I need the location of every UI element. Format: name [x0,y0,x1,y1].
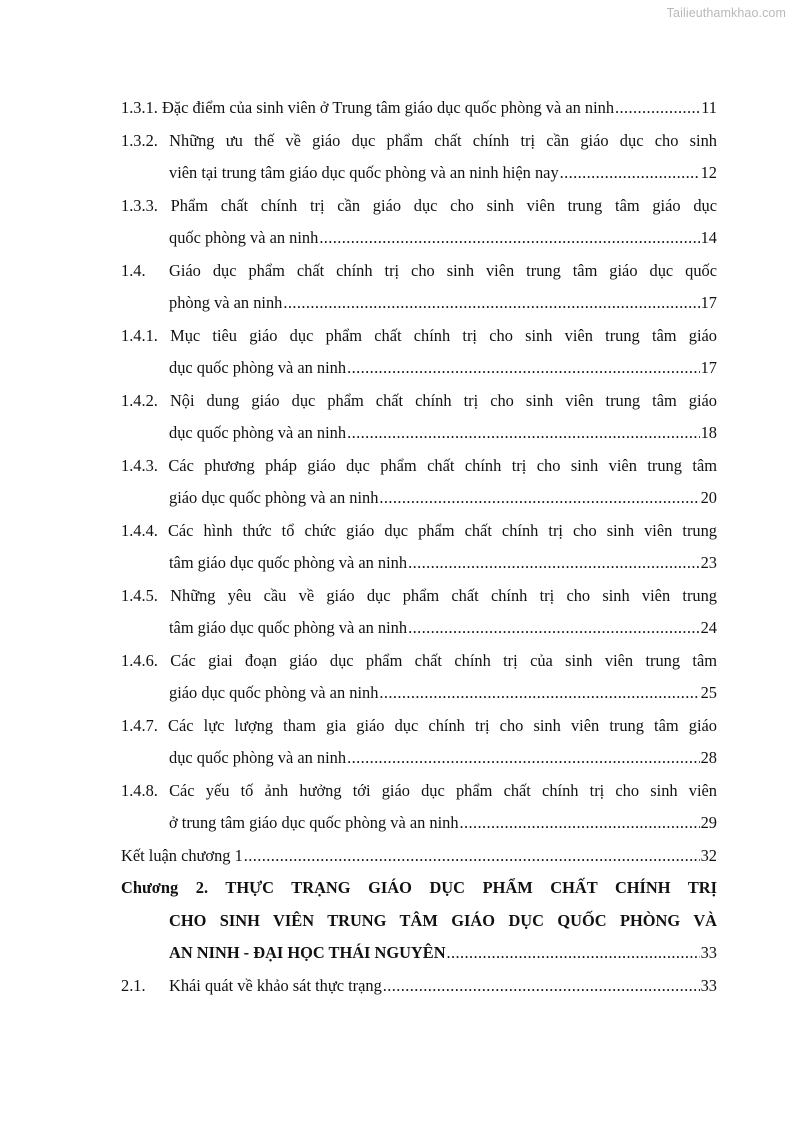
leader-dots [383,970,700,1003]
toc-title-line2: tâm giáo dục quốc phòng và an ninh [169,553,408,572]
leader-dots [408,547,700,580]
leader-dots [319,222,699,255]
toc-page-number: 24 [700,618,717,637]
toc-page-number: 14 [700,228,717,247]
leader-dots [283,287,699,320]
toc-title: Phẩm chất chính trị cần giáo dục cho sinh viên trung tâm giáo dục [170,195,717,215]
toc-entry-1-4[interactable] [121,255,717,320]
toc-title: Giáo dục phẩm chất chính trị cho sinh viên trung tâm giáo dục quốc [169,260,717,280]
toc-page-number: 23 [700,553,717,572]
toc-number: 1.4.7. [121,715,158,735]
toc-title-line1 [121,775,717,808]
toc-title: Đặc điểm của sinh viên ở Trung tâm giáo dục quốc phòng và an ninh [162,98,615,117]
chapter-title-line2: CHO SINH VIÊN TRUNG TÂM GIÁO DỤC QUỐC PHÒNG VÀ [169,910,717,930]
toc-title-line1 [121,320,717,353]
leader-dots [615,92,700,125]
toc-entry-1-4-7[interactable] [121,710,717,775]
toc-number: 1.4.6. [121,650,158,670]
toc-title: Những yêu cầu về giáo dục phẩm chất chính trị cho sinh viên trung [170,585,718,605]
toc-number: 1.4.8. [121,780,158,800]
toc-page-number: 33 [700,975,717,995]
toc-title-line2: ở trung tâm giáo dục quốc phòng và an ninh [169,813,459,832]
toc-number: 2.1. [121,975,146,995]
toc-title: Các giai đoạn giáo dục phẩm chất chính trị của sinh viên trung tâm [170,650,717,670]
toc-page-number: 11 [701,98,717,117]
toc-entry-1-3-1[interactable] [121,92,717,125]
toc-title-line1 [121,580,717,613]
table-of-contents [121,92,717,1002]
toc-page-number: 17 [700,293,717,312]
toc-number: 1.3.2. [121,130,158,150]
toc-entry-1-4-5[interactable] [121,580,717,645]
toc-entry-2-1[interactable] [121,970,717,1003]
toc-title: Các yếu tố ảnh hưởng tới giáo dục phẩm chất chính trị cho sinh viên [169,780,717,800]
toc-title: Các phương pháp giáo dục phẩm chất chính trị cho sinh viên trung tâm [168,455,717,475]
toc-title-line2: dục quốc phòng và an ninh [169,748,347,767]
toc-title: Khái quát về khảo sát thực trạng [169,975,382,995]
toc-number: 1.4.3. [121,455,158,475]
toc-title-line2: quốc phòng và an ninh [169,228,319,247]
toc-title-line2: viên tại trung tâm giáo dục quốc phòng và an ninh hiện nay [169,163,559,182]
toc-title-line1 [121,450,717,483]
leader-dots [347,352,700,385]
toc-title-line2: giáo dục quốc phòng và an ninh [169,683,379,702]
watermark: Tailieuthamkhao.com [666,6,786,20]
toc-page-number: 20 [700,488,717,507]
toc-number: 1.4.1. [121,325,158,345]
toc-page-number: 28 [700,748,717,767]
toc-page-number: 18 [700,423,717,442]
leader-dots [244,840,700,873]
toc-title-line1 [121,385,717,418]
leader-dots [447,937,700,970]
leader-dots [408,612,700,645]
toc-entry-1-4-8[interactable] [121,775,717,840]
toc-entry-1-4-1[interactable] [121,320,717,385]
toc-number: 1.3.3. [121,195,158,215]
toc-title: Nội dung giáo dục phẩm chất chính trị cho sinh viên trung tâm giáo [169,390,717,410]
leader-dots [460,807,700,840]
toc-entry-conclusion-chapter-1[interactable] [121,840,717,873]
toc-entry-1-4-6[interactable] [121,645,717,710]
toc-number: 1.3.1. [121,98,158,117]
toc-title-line1 [121,645,717,678]
toc-number: 1.4.5. [121,585,158,605]
toc-title-line1 [121,515,717,548]
toc-title: Kết luận chương 1 [121,845,243,865]
leader-dots [347,417,700,450]
toc-title: Những ưu thế về giáo dục phẩm chất chính trị cần giáo dục cho sinh [169,130,717,150]
toc-number: 1.4.4. [121,520,158,540]
toc-title-line2: giáo dục quốc phòng và an ninh [169,488,379,507]
toc-page-number: 33 [700,943,717,962]
toc-title-line1 [121,125,717,158]
leader-dots [379,677,699,710]
toc-number: 1.4.2. [121,390,158,410]
toc-entry-1-4-2[interactable] [121,385,717,450]
toc-title: Mục tiêu giáo dục phẩm chất chính trị cho sinh viên trung tâm giáo [170,325,717,345]
toc-title-line2: dục quốc phòng và an ninh [169,423,347,442]
toc-page-number: 32 [700,845,717,865]
toc-entry-1-4-4[interactable] [121,515,717,580]
toc-page-number: 12 [700,163,717,182]
toc-title: Các lực lượng tham gia giáo dục chính trị cho sinh viên trung tâm giáo [168,715,717,735]
chapter-title-line1: Chương 2. THỰC TRẠNG GIÁO DỤC PHẨM CHẤT CHÍNH TRỊ [121,878,717,897]
toc-number: 1.4. [121,260,146,280]
toc-page-number: 25 [700,683,717,702]
toc-entry-chapter-2[interactable] [121,872,717,970]
toc-entry-1-3-2[interactable] [121,125,717,190]
toc-page-number: 17 [700,358,717,377]
toc-page-number: 29 [700,813,717,832]
leader-dots [347,742,700,775]
toc-title-line2: dục quốc phòng và an ninh [169,358,347,377]
toc-title-line1 [121,190,717,223]
toc-title-line2: tâm giáo dục quốc phòng và an ninh [169,618,408,637]
toc-title-line2: phòng và an ninh [169,293,283,312]
toc-title-line1 [121,710,717,743]
chapter-title-line3: AN NINH - ĐẠI HỌC THÁI NGUYÊN [169,943,446,962]
toc-entry-1-3-3[interactable] [121,190,717,255]
leader-dots [560,157,700,190]
toc-title: Các hình thức tổ chức giáo dục phẩm chất chính trị cho sinh viên trung [167,520,717,540]
toc-entry-1-4-3[interactable] [121,450,717,515]
leader-dots [379,482,699,515]
